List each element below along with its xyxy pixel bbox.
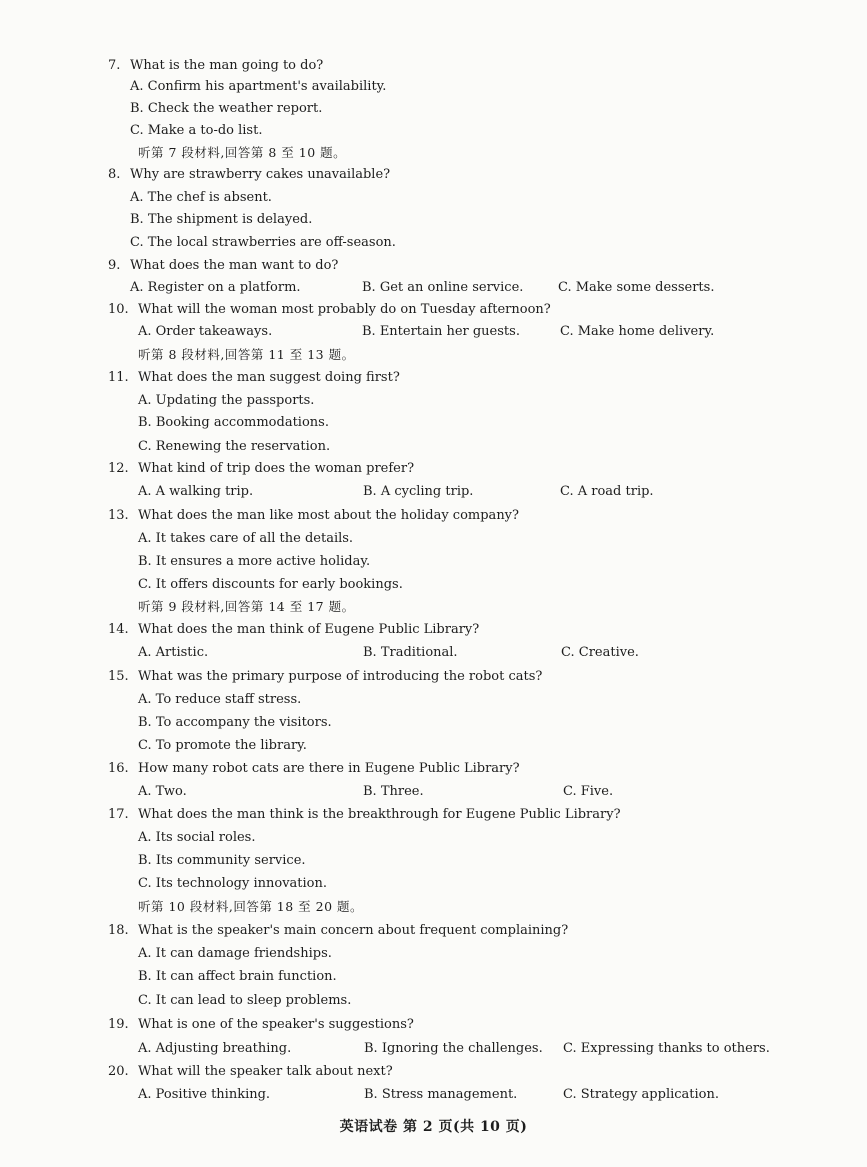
question-text: What is the man going to do? [130,58,324,73]
answer-option: B. Traditional. [363,645,458,660]
question-number: 18. [108,923,129,938]
answer-option: A. Positive thinking. [138,1087,271,1102]
answer-option: C. The local strawberries are off-season. [130,235,396,250]
question-number: 7. [108,58,121,73]
answer-option: C. It can lead to sleep problems. [138,993,352,1008]
answer-option: C. Its technology innovation. [138,876,328,891]
answer-option: C. Make home delivery. [560,324,715,339]
answer-option: A. Adjusting breathing. [138,1041,292,1056]
answer-option: A. Its social roles. [138,830,256,845]
answer-option: B. It can affect brain function. [138,969,337,984]
question-number: 10. [108,302,129,317]
answer-option: A. Two. [138,784,187,799]
answer-option: B. Booking accommodations. [138,415,329,430]
question-number: 15. [108,669,129,684]
question-number: 16. [108,761,129,776]
answer-option: B. Three. [363,784,424,799]
answer-option: B. To accompany the visitors. [138,715,332,730]
answer-option: A. Artistic. [138,645,209,660]
answer-option: A. Register on a platform. [130,280,301,295]
question-text: What does the man want to do? [130,258,339,273]
question-number: 14. [108,622,129,637]
answer-option: A. It takes care of all the details. [138,531,354,546]
answer-option: B. Entertain her guests. [362,324,520,339]
question-number: 12. [108,461,129,476]
question-number: 11. [108,370,129,385]
section-instruction: 听第 10 段材料,回答第 18 至 20 题。 [138,899,364,914]
question-text: How many robot cats are there in Eugene Public Library? [138,761,520,776]
answer-option: C. A road trip. [560,484,654,499]
question-number: 20. [108,1064,129,1079]
question-number: 13. [108,508,129,523]
question-text: What was the primary purpose of introducing the robot cats? [138,669,543,684]
question-text: What will the speaker talk about next? [138,1064,393,1079]
answer-option: B. A cycling trip. [363,484,474,499]
answer-option: A. The chef is absent. [130,190,272,205]
question-text: What is one of the speaker's suggestions? [138,1017,414,1032]
question-text: What will the woman most probably do on Tuesday afternoon? [138,302,551,317]
question-text: What does the man suggest doing first? [138,370,400,385]
answer-option: C. Five. [563,784,614,799]
question-text: What is the speaker's main concern about frequent complaining? [138,923,569,938]
answer-option: C. Strategy application. [563,1087,720,1102]
question-text: What does the man think of Eugene Public Library? [138,622,480,637]
answer-option: B. The shipment is delayed. [130,212,313,227]
question-number: 9. [108,258,121,273]
answer-option: A. Updating the passports. [138,393,315,408]
answer-option: A. A walking trip. [138,484,254,499]
question-text: Why are strawberry cakes unavailable? [130,167,391,182]
answer-option: C. Expressing thanks to others. [563,1041,770,1056]
answer-option: B. Check the weather report. [130,101,323,116]
question-number: 8. [108,167,121,182]
answer-option: B. Get an online service. [362,280,524,295]
question-number: 17. [108,807,129,822]
answer-option: B. Ignoring the challenges. [364,1041,543,1056]
section-instruction: 听第 8 段材料,回答第 11 至 13 题。 [138,347,355,362]
answer-option: A. To reduce staff stress. [138,692,302,707]
answer-option: A. Order takeaways. [138,324,273,339]
section-instruction: 听第 9 段材料,回答第 14 至 17 题。 [138,599,355,614]
question-text: What kind of trip does the woman prefer? [138,461,415,476]
answer-option: A. Confirm his apartment's availability. [130,79,387,94]
question-number: 19. [108,1017,129,1032]
answer-option: B. It ensures a more active holiday. [138,554,371,569]
answer-option: C. Creative. [561,645,639,660]
page-footer: 英语试卷 第 2 页(共 10 页) [339,1119,528,1135]
answer-option: C. Make a to-do list. [130,123,263,138]
answer-option: C. Make some desserts. [558,280,715,295]
answer-option: B. Its community service. [138,853,306,868]
answer-option: A. It can damage friendships. [138,946,332,961]
answer-option: C. To promote the library. [138,738,307,753]
section-instruction: 听第 7 段材料,回答第 8 至 10 题。 [138,145,347,160]
answer-option: C. It offers discounts for early bookings. [138,577,403,592]
question-text: What does the man like most about the holiday company? [138,508,519,523]
answer-option: C. Renewing the reservation. [138,439,331,454]
question-text: What does the man think is the breakthrough for Eugene Public Library? [138,807,621,822]
answer-option: B. Stress management. [364,1087,518,1102]
